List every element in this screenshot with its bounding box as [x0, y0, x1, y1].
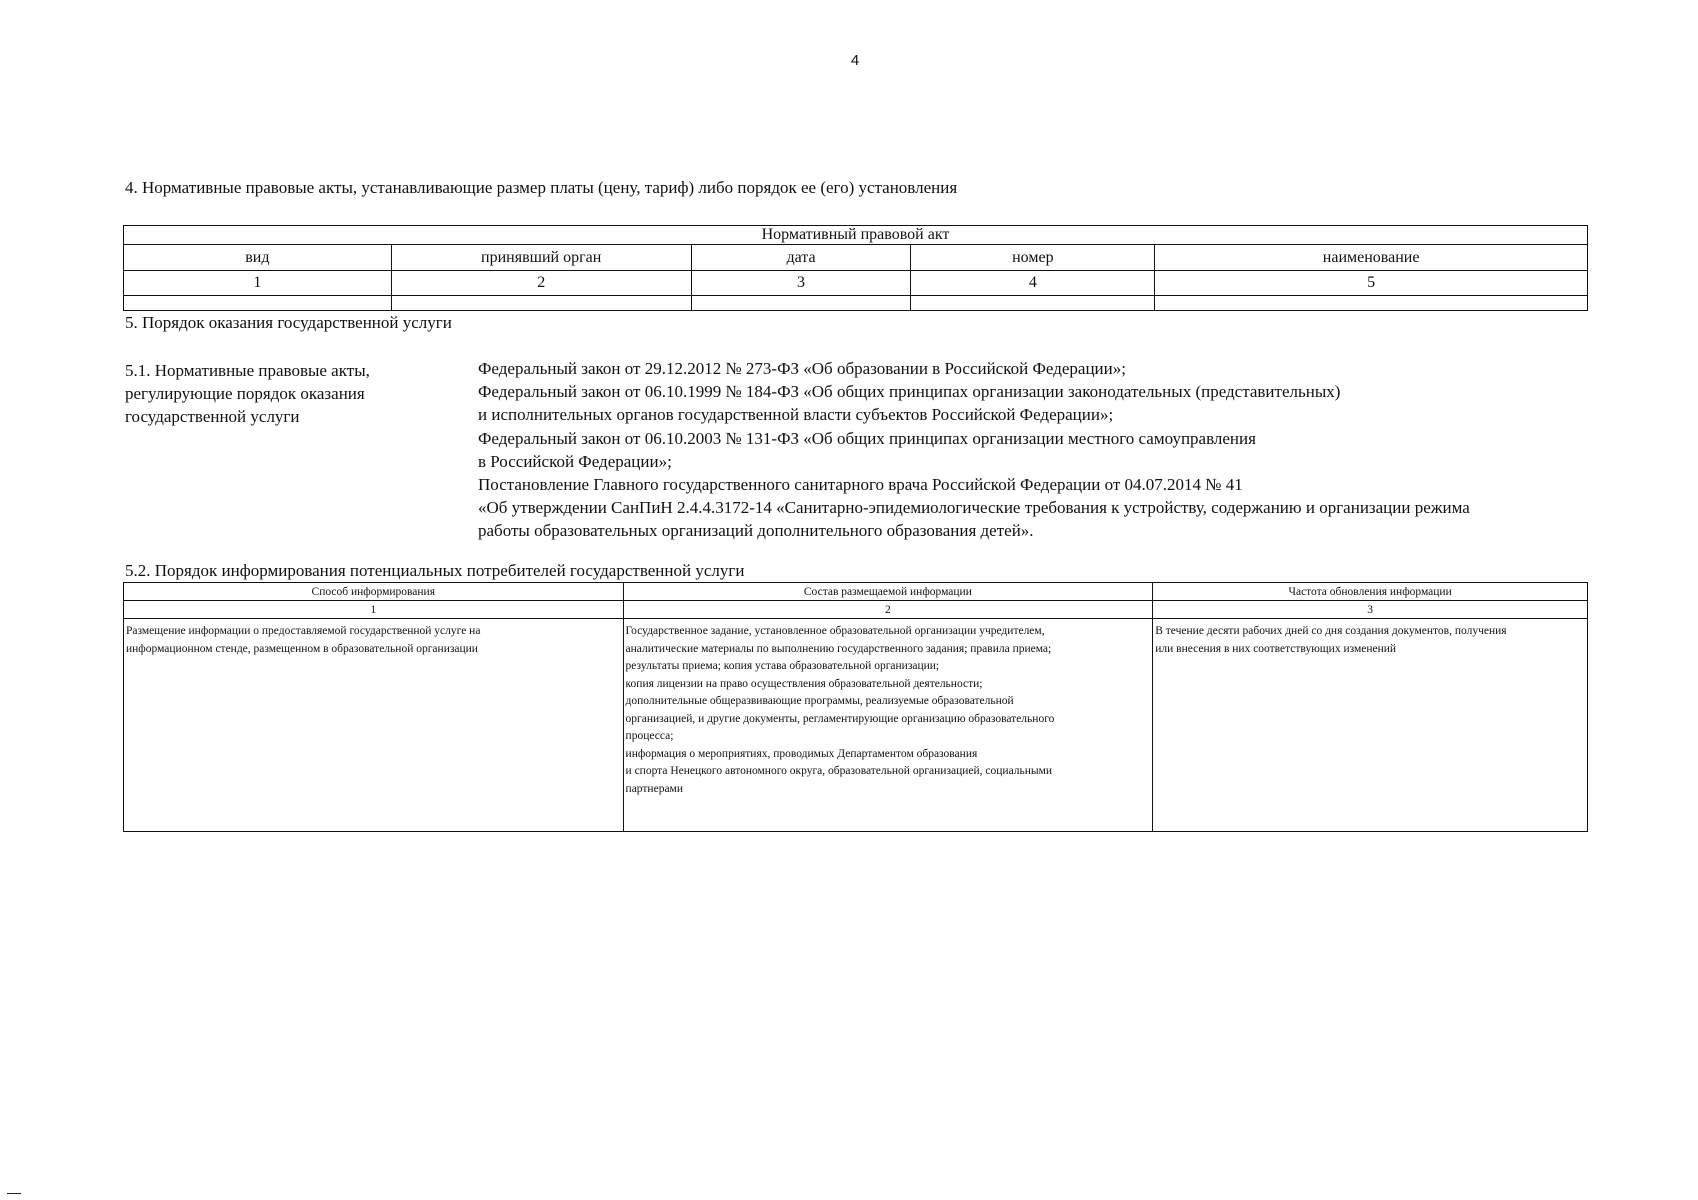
cell-line: информационном стенде, размещенном в образовательной организации [126, 642, 478, 655]
column-header: номер [911, 245, 1155, 271]
cell-line: и спорта Ненецкого автономного округа, образовательной организацией, социальными [625, 765, 1053, 777]
page-number: 4 [850, 52, 860, 69]
table-header-row [124, 583, 1588, 601]
empty-cell [911, 296, 1155, 311]
section-5-1-legal-acts [478, 357, 1598, 543]
cell-line: результаты приема; копия устава образовательной организации; [625, 660, 940, 672]
column-number: 3 [1153, 601, 1588, 619]
column-header: Частота обновления информации [1153, 583, 1588, 601]
table-empty-row [124, 296, 1588, 311]
legal-act-line: работы образовательных организаций дополнительного образования детей». [478, 521, 1034, 541]
column-number: 4 [911, 271, 1155, 296]
label-line: 5.1. Нормативные правовые акты, [125, 361, 370, 380]
label-line: регулирующие порядок оказания [125, 384, 365, 403]
cell-line: В течение десяти рабочих дней со дня создания документов, получения [1155, 625, 1507, 637]
empty-cell [1155, 296, 1588, 311]
method-cell [124, 619, 624, 832]
scan-edge-mark [7, 1193, 21, 1194]
empty-cell [691, 296, 911, 311]
section-5-1-label [125, 359, 445, 428]
legal-act-line: Постановление Главного государственного санитарного врача Российской Федерации от 04.07.2014 № 41 [478, 475, 1243, 495]
column-header: Состав размещаемой информации [623, 583, 1153, 601]
column-header: Способ информирования [124, 583, 624, 601]
cell-line: информация о мероприятиях, проводимых Департаментом образования [625, 747, 978, 760]
table-group-header-row [124, 226, 1588, 245]
legal-act-line: «Об утверждении СанПиН 2.4.4.3172-14 «Санитарно-эпидемиологические требования к устройству, содержанию и организации режима [478, 498, 1470, 518]
legal-act-line: Федеральный закон от 29.12.2012 № 273-ФЗ «Об образовании в Российской Федерации»; [478, 359, 1126, 378]
cell-line: организацией, и другие документы, регламентирующие организацию образовательного [625, 712, 1055, 725]
cell-line: процесса; [625, 730, 674, 742]
legal-act-line: и исполнительных органов государственной власти субъектов Российской Федерации»; [478, 405, 1114, 425]
cell-line: дополнительные общеразвивающие программы, реализуемые образовательной [625, 695, 1014, 707]
column-header: наименование [1155, 245, 1588, 271]
table-header-row [124, 245, 1588, 271]
information-procedure-table [123, 582, 1588, 832]
cell-line: Размещение информации о предоставляемой государственной услуге на [126, 625, 481, 637]
legal-act-line: в Российской Федерации»; [478, 451, 672, 471]
content-cell [623, 619, 1153, 832]
section-5-2-title: 5.2. Порядок информирования потенциальных потребителей государственной услуги [125, 561, 745, 580]
column-number: 2 [391, 271, 691, 296]
column-number: 1 [124, 271, 392, 296]
legal-act-line: Федеральный закон от 06.10.2003 № 131-ФЗ «Об общих принципах организации местного самоуправления [478, 428, 1256, 448]
column-header: дата [691, 245, 911, 271]
legal-acts-fee-table [123, 225, 1588, 311]
empty-cell [391, 296, 691, 311]
table-column-numbers-row [124, 271, 1588, 296]
column-number: 2 [623, 601, 1153, 619]
cell-line: Государственное задание, установленное образовательной организации учредителем, [625, 625, 1045, 637]
table-row [124, 619, 1588, 832]
section-4-title: 4. Нормативные правовые акты, устанавливающие размер платы (цену, тариф) либо порядок ее (его) установления [125, 178, 958, 197]
column-number: 1 [124, 601, 624, 619]
empty-cell [124, 296, 392, 311]
frequency-cell [1153, 619, 1588, 832]
column-header: принявший орган [391, 245, 691, 271]
column-number: 3 [691, 271, 911, 296]
table-column-numbers-row [124, 601, 1588, 619]
group-header-cell: Нормативный правовой акт [124, 226, 1588, 245]
legal-act-line: Федеральный закон от 06.10.1999 № 184-ФЗ «Об общих принципах организации законодательных (представительных) [478, 382, 1341, 402]
cell-line: партнерами [625, 782, 683, 795]
cell-line: или внесения в них соответствующих изменений [1155, 642, 1397, 655]
column-header: вид [124, 245, 392, 271]
column-number: 5 [1155, 271, 1588, 296]
cell-line: копия лицензии на право осуществления образовательной деятельности; [625, 677, 983, 690]
cell-line: аналитические материалы по выполнению государственного задания; правила приема; [625, 642, 1052, 655]
label-line: государственной услуги [125, 407, 300, 426]
section-5-title: 5. Порядок оказания государственной услуги [125, 313, 452, 332]
